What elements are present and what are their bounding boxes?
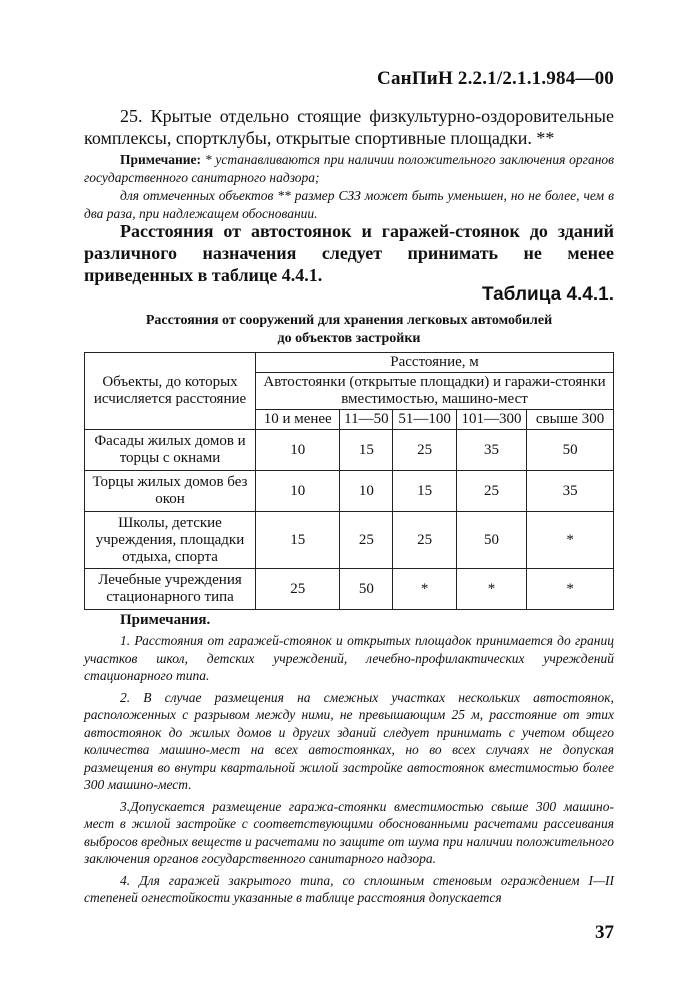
table-cell: * xyxy=(456,569,526,610)
table-cell: 50 xyxy=(456,512,526,569)
table-cell: 25 xyxy=(340,512,393,569)
table-cell: 10 xyxy=(340,471,393,512)
column-header: свыше 300 xyxy=(527,410,614,430)
page-number: 37 xyxy=(595,922,614,943)
table-cell: 25 xyxy=(393,512,457,569)
table-caption-line-1: Расстояния от сооружений для хранения легковых автомобилей xyxy=(145,313,553,328)
table-cell: 15 xyxy=(256,512,340,569)
table-cell: 25 xyxy=(456,471,526,512)
column-header: 11—50 xyxy=(340,410,393,430)
note-item: 4. Для гаражей закрытого типа, со сплошным стеновым ограждением I—II степеней огнестойкости указанные в таблице расстояния допускается xyxy=(84,872,614,905)
header-objects: Объекты, до которых исчисляется расстояние xyxy=(85,353,256,430)
column-header: 51—100 xyxy=(393,410,457,430)
note-text: * устанавливаются при наличии положительного заключения органов государственного санитарного надзора; xyxy=(84,152,614,185)
table-cell: 35 xyxy=(456,430,526,471)
table-cell: 25 xyxy=(393,430,457,471)
table-row xyxy=(85,569,614,610)
item-25-paragraph: 25. Крытые отдельно стоящие физкультурно-оздоровительные комплексы, спортклубы, открытые спортивные площадки. ** xyxy=(84,106,614,148)
row-object: Торцы жилых домов без окон xyxy=(85,471,256,512)
header-parking: Автостоянки (открытые площадки) и гаражи-стоянки вместимостью, машино-мест xyxy=(256,373,614,410)
table-cell: 35 xyxy=(527,471,614,512)
table-cell: 50 xyxy=(527,430,614,471)
distance-paragraph: Расстояния от автостоянок и гаражей-стоянок до зданий различного назначения следует принимать не менее приведенных в таблице 4.4.1. xyxy=(84,221,614,285)
document-code: СанПиН 2.2.1/2.1.1.984—00 xyxy=(377,68,614,89)
table-cell: * xyxy=(527,512,614,569)
column-header: 101—300 xyxy=(456,410,526,430)
note-paragraph xyxy=(84,151,614,223)
table-cell: 10 xyxy=(256,430,340,471)
table-cell: 10 xyxy=(256,471,340,512)
table-caption xyxy=(84,312,614,348)
table-label: Таблица 4.4.1. xyxy=(481,284,614,305)
column-header: 10 и менее xyxy=(256,410,340,430)
header-distance: Расстояние, м xyxy=(256,353,614,373)
note-label: Примечание: xyxy=(120,152,202,167)
notes-title: Примечания. xyxy=(120,612,211,628)
note-item: 3.Допускается размещение гаража-стоянки вместимостью свыше 300 машино-мест в жилой застройке с соответствующими обоснованными расчетами рассеивания выбросов вредных веществ и расчетами по защите от шума при наличии положительного заключения органов государственного санитарного надзора. xyxy=(84,798,614,866)
table-cell: 50 xyxy=(340,569,393,610)
table-cell: 15 xyxy=(393,471,457,512)
table-cell: * xyxy=(393,569,457,610)
table-row xyxy=(85,430,614,471)
row-object: Лечебные учреждения стационарного типа xyxy=(85,569,256,610)
table-caption-line-2: до объектов застройки xyxy=(277,331,421,346)
note-text-2: для отмеченных объектов ** размер СЗЗ может быть уменьшен, но не более, чем в два раза, при надлежащем обосновании. xyxy=(84,188,614,221)
table-row xyxy=(85,471,614,512)
row-object: Фасады жилых домов и торцы с окнами xyxy=(85,430,256,471)
notes-list xyxy=(84,632,614,911)
table-cell: 25 xyxy=(256,569,340,610)
distance-table xyxy=(84,352,614,610)
table-cell: 15 xyxy=(340,430,393,471)
table-cell: * xyxy=(527,569,614,610)
table-row xyxy=(85,512,614,569)
row-object: Школы, детские учреждения, площадки отдыха, спорта xyxy=(85,512,256,569)
note-item: 1. Расстояния от гаражей-стоянок и открытых площадок принимается до границ участков школ, детских учреждений, лечебно-профилактических учреждений стационарного типа. xyxy=(84,633,614,683)
note-item: 2. В случае размещения на смежных участках нескольких автостоянок, расположенных с разрывом между ними, не превышающим 25 м, расстояние от этих автостоянок до жилых домов и других зданий следует принимать с учетом общего количества машино-мест на всех автостоянках, но во всех случаях не допуская размещения во внутри квартальной жилой застройке автостоянок вместимостью более 300 машино-мест. xyxy=(84,689,614,792)
